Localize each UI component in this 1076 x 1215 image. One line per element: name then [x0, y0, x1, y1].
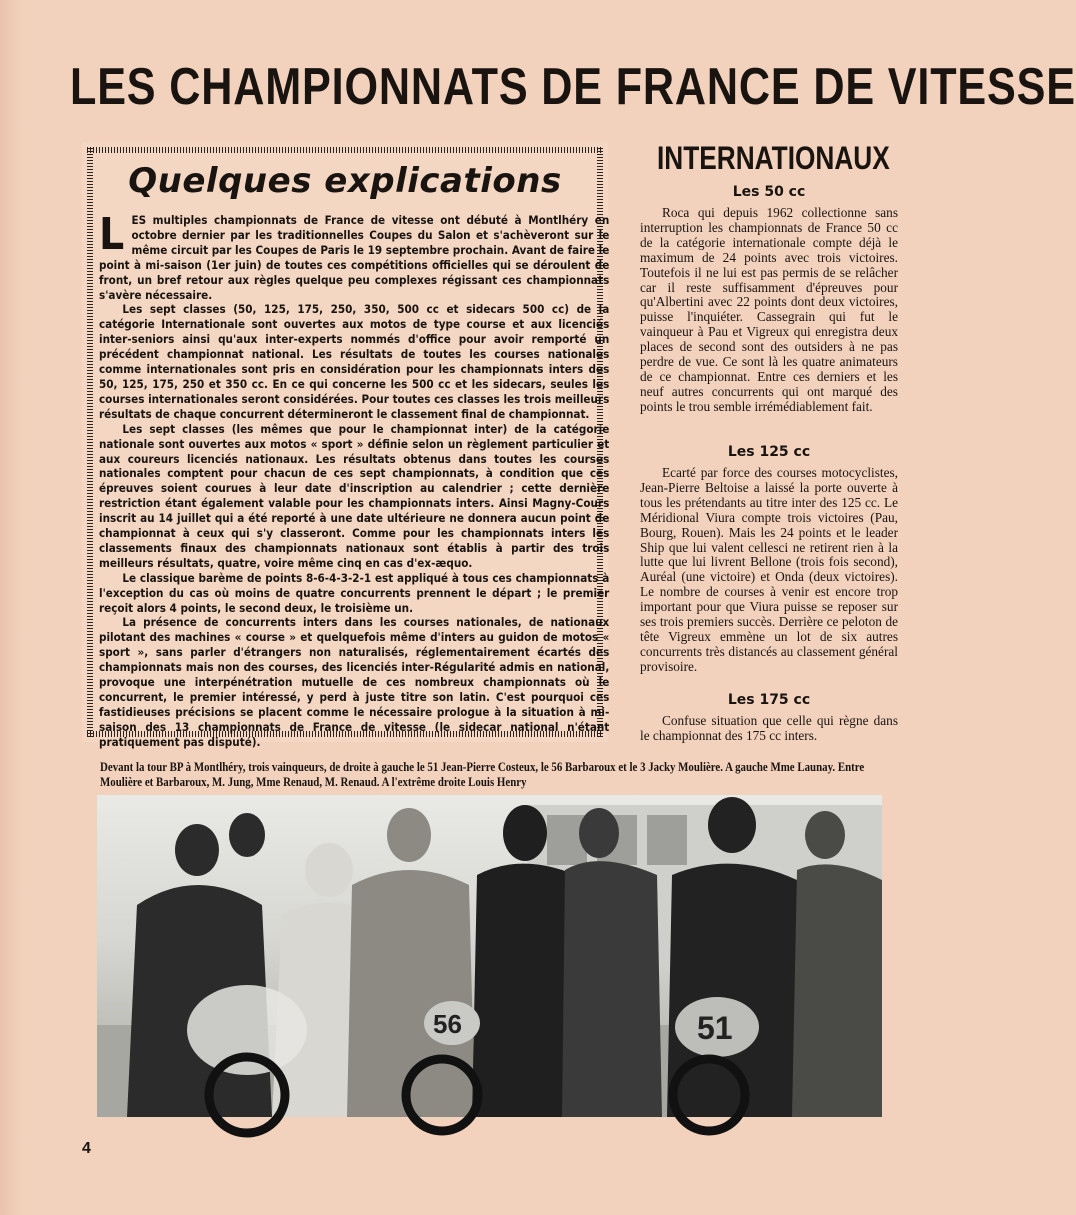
race-plate-56: 56 [433, 1009, 462, 1039]
box-paragraph: Les sept classes (50, 125, 175, 250, 350, 500 cc et sidecars 500 cc) de la catégorie Internationale sont ouvertes aux motos de type course et aux licenciés inter-seniors ainsi qu'aux inter-experts nommés d'office pour avoir remporté un précédent championnat national. Les résultats de toutes les courses nationales comme internationales sont pris en considération pour les championnats inters des 50, 125, 175, 250 et 350 cc. En ce qui concerne les 500 cc et les sidecars, seules les courses internationales seront considérées. Pour toutes ces classes les trois meilleurs résultats de chaque concurrent détermineront le classement final de championnat. [99, 302, 610, 421]
section-text-175cc: Confuse situation que celle qui règne dans le championnat des 175 cc inters. [640, 713, 898, 743]
section-heading-125cc: Les 125 cc [727, 444, 811, 460]
section-heading-50cc: Les 50 cc [732, 184, 806, 200]
page-number: 4 [82, 1140, 91, 1157]
section-text-125cc: Ecarté par force des courses motocyclistes, Jean-Pierre Beltoise a laissé la porte ouverte à tous les prétendants au titre inter des 125 cc. Le Méridional Viura compte trois victoires (Pau, Bourg, Rouen). Mais les 24 points et le leader Ship que lui valent cellesci ne retirent rien à la lutte que lui livrent Bellone (trois fois second), Auréal (une victoire) et Onda (deux victoires). Le nombre de courses à venir est encore trop important pour que Viura puisse se reposer sur ses trois premiers succès. Derrière ce peloton de tête Vigreux emmène un lot de six autres concurrents très distancés au classement général provisoire. [640, 465, 898, 674]
page-edge [0, 0, 22, 1215]
box-paragraph: LES multiples championnats de France de vitesse ont débuté à Montlhéry en octobre dernier par les traditionnelles Coupes du Salon et s'achèveront sur le même circuit par les Coupes de Paris le 19 septembre prochain. Avant de faire le point à mi-saison (1er juin) de toutes ces compétitions officielles qui se déroulent de front, un bref retour aux règles quelque peu complexes régissant ces championnats s'avère nécessaire. [99, 209, 610, 302]
box-paragraph: La présence de concurrents inters dans les courses nationales, de nationaux pilotant des machines « course » et quelquefois même d'inters au guidon de motos « sport », sans parler d'étrangers non naturalisés, réglementairement écartés des championnats mais non des courses, des licenciés inter-Régularité admis en national, provoque une interpénétration mutuelle de ces nombreux championnats où le concurrent, le premier intéressé, y perd à juste titre son latin. C'est pourquoi ces fastidieuses précisions se placent comme le nécessaire prologue à la situation à mi-saison des 13 championnats de France de vitesse (le sidecar national n'étant pratiquement pas disputé). [99, 615, 610, 749]
box-body [99, 209, 610, 750]
section-text-50cc: Roca qui depuis 1962 collectionne sans interruption les championnats de France 50 cc de la catégorie internationale compte déjà le maximum de 24 points avec trois victoires. Toutefois il ne lui est pas permis de se relâcher car il reste suffisamment d'épreuves pour qu'Albertini avec 22 points dont deux victoires, puisse l'inquiéter. Cassegrain qui fut le vainqueur à Pau et Vigreux qui enregistra deux places de second sont des outsiders à ne pas perdre de vue. Ce sont là les quatre animateurs de ce championnat. Entre ces derniers et les neuf autres concurrents qui ont marqué des points le trou semble irrémédiablement fait. [640, 205, 898, 414]
drop-cap: L [99, 209, 125, 260]
column-title: INTERNATIONAUX [657, 140, 890, 176]
box-title: Quelques explications [128, 161, 562, 201]
section-heading-175cc: Les 175 cc [727, 692, 811, 708]
page-headline: LES CHAMPIONNATS DE FRANCE DE VITESSE [70, 58, 1076, 116]
race-plate-51: 51 [697, 1010, 733, 1046]
box-paragraph: Le classique barème de points 8-6-4-3-2-1 est appliqué à tous ces championnats à l'exception du cas où moins de quatre concurrents prennent le départ ; le premier reçoit alors 4 points, le second deux, le troisième un. [99, 570, 610, 615]
photo-caption: Devant la tour BP à Montlhéry, trois vainqueurs, de droite à gauche le 51 Jean-Pierre Costeux, le 56 Barbaroux et le 3 Jacky Moulière. A gauche Mme Launay. Entre Moulière et Barbaroux, M. Jung, Mme Renaud, M. Renaud. A l'extrême droite Louis Henry [100, 760, 865, 789]
riders-photo-illustration [97, 795, 882, 1117]
explanations-box [82, 142, 610, 749]
riders-photo [97, 795, 882, 1117]
box-paragraph: Les sept classes (les mêmes que pour le championnat inter) de la catégorie nationale sont ouvertes aux motos « sport » définie selon un règlement particulier et aux coureurs licenciés nationaux. Les résultats obtenus dans toutes les courses nationales comptent pour chacun de ces sept championnats, à condition que ces épreuves soient courues à leur date d'inscription au calendrier ; cette dernière restriction étant également valable pour les championnats inters. Ainsi Magny-Cours inscrit au 14 juillet qui a été reporté à une date ultérieure ne donnera aucun point de championnat à ceux qui s'y classeront. Comme pour les championnats inters les classements finaux des championnats nationaux sont établis à partir des trois meilleurs résultats, quatre, voire même cinq en cas d'ex-æquo. [99, 421, 610, 570]
